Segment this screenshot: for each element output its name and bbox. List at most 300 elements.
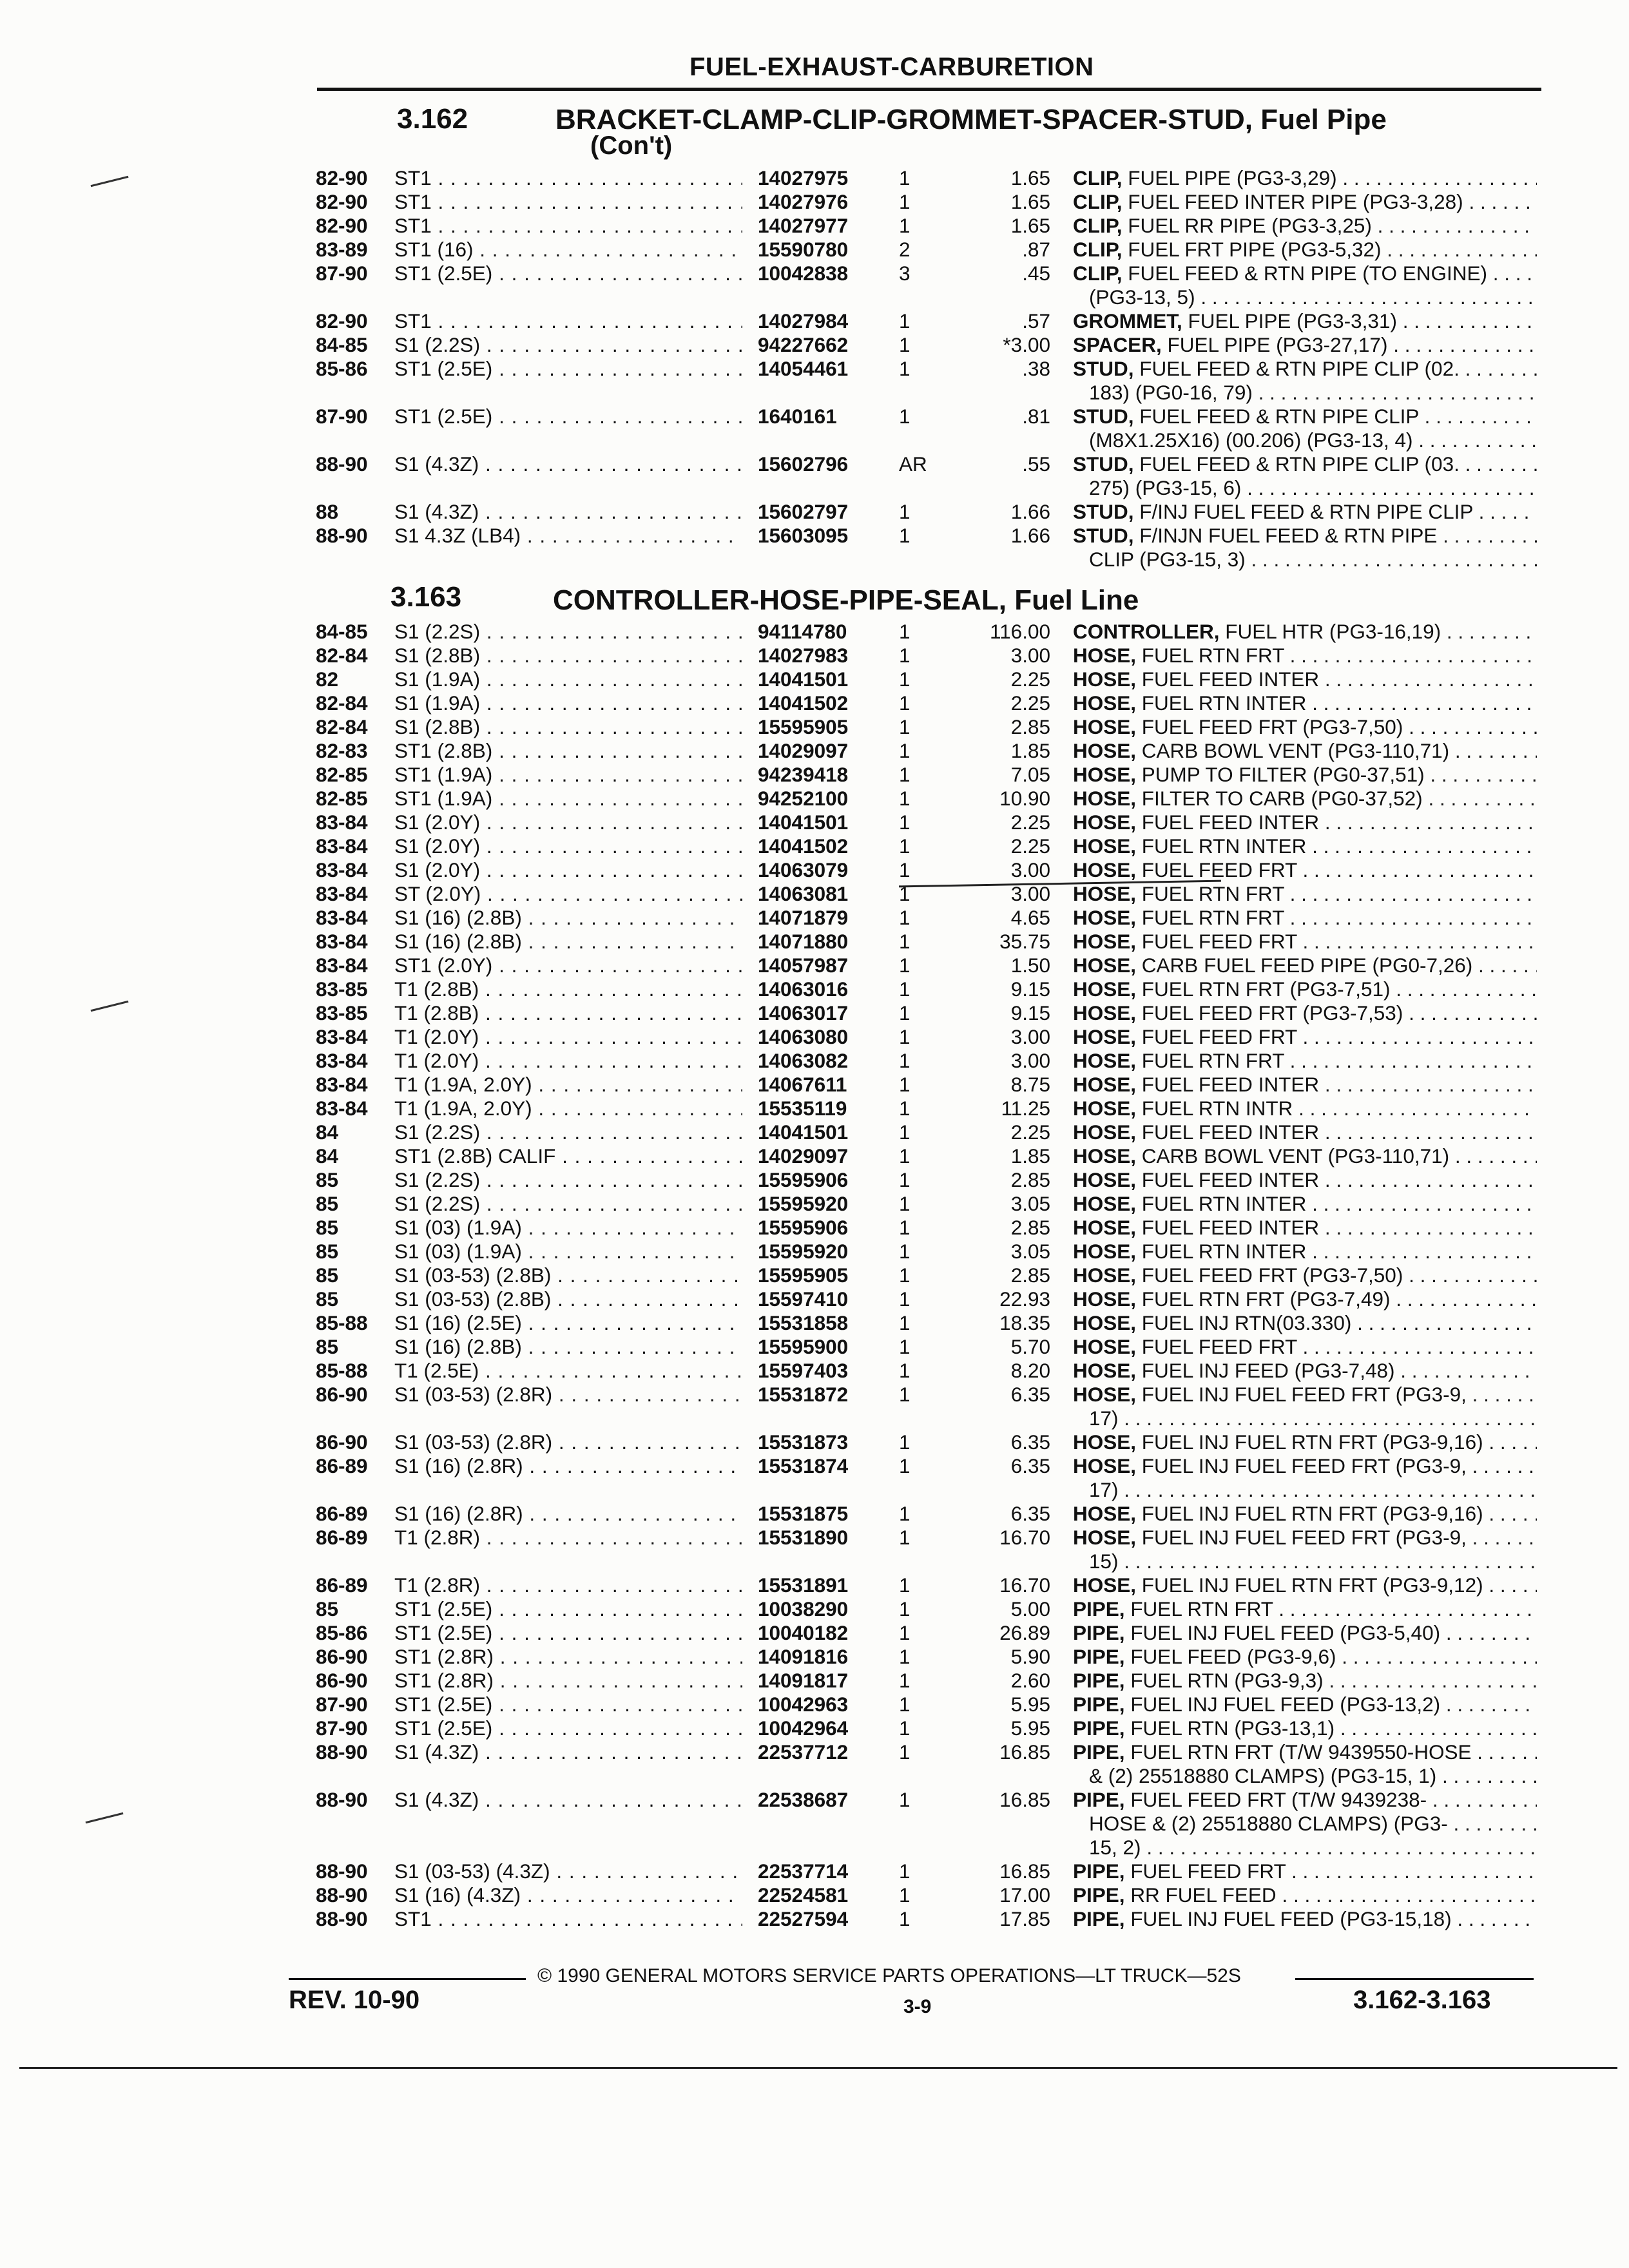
page-header-title: FUEL-EXHAUST-CARBURETION [689, 53, 1094, 81]
part-row [0, 1049, 1629, 1073]
row-description-wrap [1073, 1049, 1537, 1073]
row-years: 88 [316, 500, 339, 523]
row-model: T1 (1.9A, 2.0Y) . . . [394, 1097, 742, 1120]
row-part-detail: FUEL INJ FUEL RTN FRT (PG3-9,16) [1141, 1502, 1483, 1525]
row-model: ST1 (1.9A) . . . [394, 763, 742, 786]
row-model-wrap [394, 811, 742, 834]
row-quantity: 1 [899, 1502, 911, 1525]
row-part-detail: FUEL FEED FRT (T/W 9439238- [1130, 1788, 1427, 1811]
row-description [1073, 1645, 1537, 1668]
row-part-detail: CARB FUEL FEED PIPE (PG0-7,26) [1141, 954, 1473, 977]
row-description [1073, 1740, 1537, 1763]
row-part-detail: FUEL FEED FRT [1141, 1025, 1297, 1048]
part-row-continuation [0, 1812, 1629, 1836]
row-part-name: HOSE, [1073, 763, 1137, 786]
row-quantity: 1 [899, 882, 911, 905]
row-part-number: 14071880 [753, 930, 919, 954]
row-model-wrap [394, 405, 742, 428]
row-model: T1 (2.8R) . . . [394, 1526, 742, 1549]
row-model-wrap [394, 309, 742, 333]
row-price: .38 [1022, 357, 1050, 380]
row-quantity: 1 [899, 1311, 911, 1334]
row-model-wrap [394, 906, 742, 930]
row-quantity: 1 [899, 977, 911, 1001]
row-description [1073, 1264, 1537, 1287]
row-quantity: 1 [899, 166, 911, 189]
row-years: 85 [316, 1240, 339, 1263]
row-part-number: 15531872 [753, 1383, 919, 1407]
row-price: 3.05 [1010, 1192, 1050, 1215]
row-part-name: PIPE, [1073, 1597, 1125, 1620]
row-model: S1 (2.8B) . . . [394, 715, 742, 738]
row-price: 5.95 [1010, 1716, 1050, 1740]
part-row-continuation [0, 1407, 1629, 1430]
row-description-wrap [1073, 882, 1537, 906]
row-part-name: HOSE, [1073, 1144, 1137, 1168]
row-continuation-text: 183) (PG0-16, 79) . . . [1089, 381, 1537, 404]
row-model: T1 (2.0Y) . . . [394, 1025, 742, 1048]
row-part-detail: F/INJ FUEL FEED & RTN PIPE CLIP [1139, 500, 1473, 523]
row-part-name: HOSE, [1073, 811, 1137, 834]
row-description [1073, 1049, 1537, 1072]
row-part-detail: FUEL FEED FRT [1130, 1860, 1286, 1883]
row-price: 8.20 [1010, 1359, 1050, 1382]
row-part-detail: FUEL RTN (PG3-13,1) [1130, 1716, 1335, 1740]
row-part-name: HOSE, [1073, 739, 1137, 762]
footer-rule-left [289, 1978, 526, 1980]
row-quantity: 1 [899, 1383, 911, 1406]
row-price: 2.85 [1010, 1168, 1050, 1191]
row-part-name: HOSE, [1073, 668, 1137, 691]
row-years: 86-89 [316, 1454, 368, 1477]
row-part-detail: FUEL FEED & RTN PIPE CLIP [1139, 405, 1419, 428]
row-model: ST1 (1.9A) . . . [394, 787, 742, 810]
row-part-detail: FUEL FEED FRT (PG3-7,50) [1141, 715, 1403, 738]
row-model: ST1 (2.5E) . . . [394, 1693, 742, 1716]
row-part-name: HOSE, [1073, 1216, 1137, 1239]
row-price: 26.89 [999, 1621, 1050, 1644]
row-years: 85 [316, 1168, 339, 1191]
row-model-wrap [394, 1740, 742, 1764]
row-description-wrap [1073, 190, 1537, 214]
row-part-detail: CARB BOWL VENT (PG3-110,71) [1141, 739, 1450, 762]
part-row [0, 882, 1629, 906]
row-model: S1 (4.3Z) . . . [394, 500, 742, 523]
row-quantity: 1 [899, 787, 911, 810]
row-model: S1 (4.3Z) . . . [394, 1740, 742, 1763]
part-row [0, 190, 1629, 214]
row-model: ST1 (2.5E) . . . [394, 1621, 742, 1644]
row-description-wrap [1073, 1120, 1537, 1144]
row-model: ST1 (2.5E) . . . [394, 1716, 742, 1740]
part-row [0, 1120, 1629, 1144]
row-price: 3.00 [1010, 644, 1050, 667]
row-continuation-text: 17) . . . [1089, 1407, 1537, 1430]
row-part-detail: FUEL INJ FUEL RTN FRT (PG3-9,16) [1141, 1430, 1483, 1454]
row-description [1073, 1788, 1537, 1811]
part-row [0, 763, 1629, 787]
row-part-detail: CARB BOWL VENT (PG3-110,71) [1141, 1144, 1450, 1168]
row-model: ST1 (2.8B) . . . [394, 739, 742, 762]
row-part-detail: FUEL FEED INTER [1141, 668, 1320, 691]
row-continuation-text: (M8X1.25X16) (00.206) (PG3-13, 4) . . . [1089, 428, 1537, 452]
row-quantity: 1 [899, 1168, 911, 1191]
row-years: 88-90 [316, 1788, 368, 1811]
row-part-detail: FUEL PIPE (PG3-3,29) [1128, 166, 1337, 189]
row-description [1073, 644, 1537, 667]
row-description-wrap [1073, 1716, 1537, 1740]
row-quantity: 1 [899, 1073, 911, 1096]
row-description [1073, 309, 1537, 332]
row-part-number: 14027977 [753, 214, 919, 238]
row-price: 16.85 [999, 1788, 1050, 1811]
row-years: 85 [316, 1597, 339, 1620]
row-description-wrap [1073, 1573, 1537, 1597]
row-description [1073, 1073, 1537, 1096]
row-part-number: 15531874 [753, 1454, 919, 1478]
row-quantity: 1 [899, 1907, 911, 1930]
row-part-number: 94227662 [753, 333, 919, 357]
part-row [0, 238, 1629, 262]
row-part-name: CLIP, [1073, 190, 1123, 213]
row-part-detail: FUEL FEED INTER PIPE (PG3-3,28) [1128, 190, 1463, 213]
row-part-number: 14063082 [753, 1049, 919, 1073]
part-row [0, 1502, 1629, 1526]
row-part-detail: FUEL RR PIPE (PG3-3,25) [1128, 214, 1372, 237]
part-row [0, 1311, 1629, 1335]
row-part-number: 15590780 [753, 238, 919, 262]
row-quantity: 1 [899, 190, 911, 213]
row-continuation-text: 15) . . . [1089, 1550, 1537, 1573]
row-part-detail: FUEL FEED & RTN PIPE (TO ENGINE) [1128, 262, 1487, 285]
row-part-number: 15531873 [753, 1430, 919, 1454]
part-row-continuation [0, 1550, 1629, 1573]
row-part-number: 22537714 [753, 1860, 919, 1883]
row-continuation-wrap [1089, 428, 1537, 452]
row-price: 1.65 [1010, 190, 1050, 213]
row-quantity: 1 [899, 954, 911, 977]
row-part-number: 14057987 [753, 954, 919, 977]
row-model-wrap [394, 668, 742, 691]
row-part-number: 15531891 [753, 1573, 919, 1597]
row-description [1073, 1240, 1537, 1263]
row-description [1073, 954, 1537, 977]
row-years: 86-89 [316, 1502, 368, 1525]
row-description-wrap [1073, 452, 1537, 476]
row-model: ST1 (2.5E) . . . [394, 1597, 742, 1620]
row-years: 83-84 [316, 906, 368, 929]
row-description-wrap [1073, 763, 1537, 787]
row-quantity: 1 [899, 644, 911, 667]
row-part-number: 14067611 [753, 1073, 919, 1097]
row-part-name: PIPE, [1073, 1621, 1125, 1644]
row-part-detail: FUEL INJ FUEL FEED FRT (PG3-9, [1141, 1454, 1467, 1477]
row-part-name: HOSE, [1073, 1025, 1137, 1048]
part-row [0, 1073, 1629, 1097]
row-description-wrap [1073, 1240, 1537, 1264]
row-quantity: 1 [899, 715, 911, 738]
row-description [1073, 1907, 1537, 1930]
row-part-detail: FUEL FEED FRT [1141, 930, 1297, 953]
row-description [1073, 763, 1537, 786]
row-model-wrap [394, 1287, 742, 1311]
part-row-continuation [0, 548, 1629, 572]
row-part-detail: FUEL INJ FUEL FEED (PG3-15,18) [1130, 1907, 1452, 1930]
row-model: S1 (03-53) (2.8B) . . . [394, 1287, 742, 1311]
row-years: 88-90 [316, 1740, 368, 1763]
row-years: 82-84 [316, 644, 368, 667]
row-quantity: 2 [899, 238, 911, 261]
row-quantity: 1 [899, 1573, 911, 1597]
row-description [1073, 1001, 1537, 1024]
row-quantity: 1 [899, 668, 911, 691]
row-description [1073, 1216, 1537, 1239]
row-description-wrap [1073, 1383, 1537, 1407]
row-description [1073, 1097, 1537, 1120]
row-part-detail: FUEL FEED INTER [1141, 1216, 1320, 1239]
row-description-wrap [1073, 1526, 1537, 1550]
row-part-number: 14027984 [753, 309, 919, 333]
footer-section-range: 3.162-3.163 [1353, 1986, 1491, 2014]
row-part-name: STUD, [1073, 500, 1134, 523]
row-part-number: 14041501 [753, 1120, 919, 1144]
part-row [0, 954, 1629, 977]
row-price: 4.65 [1010, 906, 1050, 929]
part-row [0, 1526, 1629, 1550]
row-description-wrap [1073, 500, 1537, 524]
row-part-detail: FUEL FEED INTER [1141, 811, 1320, 834]
row-description [1073, 1693, 1537, 1716]
row-years: 85-88 [316, 1359, 368, 1382]
row-model: S1 (1.9A) . . . [394, 691, 742, 715]
row-price: 3.00 [1010, 1049, 1050, 1072]
row-part-detail: RR FUEL FEED [1130, 1883, 1277, 1907]
row-part-number: 14029097 [753, 1144, 919, 1168]
row-part-name: HOSE, [1073, 1049, 1137, 1072]
row-model-wrap [394, 1693, 742, 1716]
row-quantity: 1 [899, 811, 911, 834]
row-quantity: 1 [899, 1716, 911, 1740]
row-continuation-wrap [1089, 476, 1537, 500]
row-years: 83-84 [316, 811, 368, 834]
row-years: 88-90 [316, 452, 368, 476]
row-description-wrap [1073, 1597, 1537, 1621]
row-price: 9.15 [1010, 1001, 1050, 1024]
row-part-name: PIPE, [1073, 1883, 1125, 1907]
part-row [0, 1883, 1629, 1907]
row-part-name: STUD, [1073, 452, 1134, 476]
row-model-wrap [394, 715, 742, 739]
row-price: .81 [1022, 405, 1050, 428]
row-model-wrap [394, 1120, 742, 1144]
row-years: 83-89 [316, 238, 368, 261]
row-description [1073, 262, 1537, 285]
row-years: 84 [316, 1144, 339, 1168]
row-model: S1 (4.3Z) . . . [394, 452, 742, 476]
row-years: 83-85 [316, 1001, 368, 1024]
row-part-name: HOSE, [1073, 1573, 1137, 1597]
row-years: 83-84 [316, 858, 368, 881]
row-description [1073, 1669, 1537, 1692]
row-years: 86-89 [316, 1526, 368, 1549]
row-model: ST1 (2.5E) . . . [394, 405, 742, 428]
row-continuation-wrap [1089, 285, 1537, 309]
row-description-wrap [1073, 1097, 1537, 1120]
row-part-name: PIPE, [1073, 1693, 1125, 1716]
row-years: 83-85 [316, 977, 368, 1001]
row-price: 22.93 [999, 1287, 1050, 1311]
part-row [0, 214, 1629, 238]
row-model: ST (2.0Y) . . . [394, 882, 742, 905]
row-description [1073, 1120, 1537, 1144]
row-part-number: 15595920 [753, 1240, 919, 1264]
row-description-wrap [1073, 1788, 1537, 1812]
row-model: ST1 (2.8B) CALIF . . . [394, 1144, 742, 1168]
row-part-name: CLIP, [1073, 214, 1123, 237]
row-description-wrap [1073, 1502, 1537, 1526]
part-row [0, 1335, 1629, 1359]
row-description [1073, 1716, 1537, 1740]
row-part-detail: FUEL RTN INTR [1141, 1097, 1293, 1120]
row-part-number: 15531858 [753, 1311, 919, 1335]
row-continuation-wrap [1089, 1812, 1537, 1836]
row-part-name: SPACER, [1073, 333, 1162, 356]
row-model: T1 (2.5E) . . . [394, 1359, 742, 1382]
part-row [0, 1025, 1629, 1049]
part-row [0, 1573, 1629, 1597]
row-model: S1 (1.9A) . . . [394, 668, 742, 691]
part-row [0, 739, 1629, 763]
row-part-detail: FUEL FEED FRT [1141, 858, 1297, 881]
row-description-wrap [1073, 1359, 1537, 1383]
row-price: 2.25 [1010, 834, 1050, 858]
section-title-1-text: BRACKET-CLAMP-CLIP-GROMMET-SPACER-STUD, Fuel Pipe [555, 104, 1387, 135]
row-part-name: HOSE, [1073, 1359, 1137, 1382]
row-part-name: PIPE, [1073, 1907, 1125, 1930]
row-years: 87-90 [316, 1716, 368, 1740]
row-model: ST1 . . . [394, 309, 742, 332]
part-row [0, 1097, 1629, 1120]
row-part-number: 14063081 [753, 882, 919, 906]
row-model: T1 (1.9A, 2.0Y) . . . [394, 1073, 742, 1096]
row-model: S1 (2.2S) . . . [394, 1168, 742, 1191]
row-years: 86-89 [316, 1573, 368, 1597]
row-part-number: 15603095 [753, 524, 919, 548]
row-years: 82-84 [316, 715, 368, 738]
row-quantity: 1 [899, 1359, 911, 1382]
row-price: 8.75 [1010, 1073, 1050, 1096]
row-quantity: 1 [899, 1264, 911, 1287]
row-part-name: HOSE, [1073, 787, 1137, 810]
row-part-name: HOSE, [1073, 977, 1137, 1001]
row-model-wrap [394, 787, 742, 811]
row-model-wrap [394, 1883, 742, 1907]
row-model-wrap [394, 1168, 742, 1192]
row-price: 6.35 [1010, 1454, 1050, 1477]
row-part-number: 15595906 [753, 1168, 919, 1192]
row-model-wrap [394, 1597, 742, 1621]
row-price: 3.00 [1010, 858, 1050, 881]
part-row [0, 1693, 1629, 1716]
row-description-wrap [1073, 906, 1537, 930]
part-row [0, 262, 1629, 285]
parts-list-2 [0, 620, 1629, 1931]
part-row [0, 620, 1629, 644]
row-description [1073, 930, 1537, 953]
row-years: 82 [316, 668, 339, 691]
row-continuation-text: CLIP (PG3-15, 3) . . . [1089, 548, 1537, 571]
row-model: ST1 . . . [394, 214, 742, 237]
row-model-wrap [394, 1716, 742, 1740]
part-row [0, 715, 1629, 739]
footer-rule-right [1295, 1978, 1534, 1980]
row-price: 2.25 [1010, 668, 1050, 691]
row-model-wrap [394, 1001, 742, 1025]
row-part-name: PIPE, [1073, 1669, 1125, 1692]
row-description [1073, 620, 1537, 643]
row-part-number: 15595920 [753, 1192, 919, 1216]
row-description [1073, 1192, 1537, 1215]
row-description-wrap [1073, 834, 1537, 858]
row-price: 5.95 [1010, 1693, 1050, 1716]
part-row [0, 524, 1629, 548]
row-part-name: HOSE, [1073, 834, 1137, 858]
row-description-wrap [1073, 1907, 1537, 1931]
row-part-number: 14063016 [753, 977, 919, 1001]
row-description-wrap [1073, 357, 1537, 381]
row-model: S1 4.3Z (LB4) . . . [394, 524, 742, 547]
row-part-detail: FUEL RTN FRT [1141, 1049, 1284, 1072]
row-part-detail: FUEL RTN FRT [1130, 1597, 1273, 1620]
row-description-wrap [1073, 1621, 1537, 1645]
row-part-number: 94252100 [753, 787, 919, 811]
row-model: S1 (03) (1.9A) . . . [394, 1240, 742, 1263]
row-quantity: 1 [899, 1740, 911, 1763]
row-description-wrap [1073, 668, 1537, 691]
row-years: 85 [316, 1335, 339, 1358]
section-subtitle-1: (Con't) [590, 131, 673, 160]
row-model: T1 (2.8B) . . . [394, 977, 742, 1001]
row-years: 85 [316, 1216, 339, 1239]
row-continuation-wrap [1089, 548, 1537, 572]
part-row-continuation [0, 1836, 1629, 1860]
parts-list-1 [0, 166, 1629, 572]
row-description-wrap [1073, 1287, 1537, 1311]
row-part-detail: FUEL FEED FRT (PG3-7,53) [1141, 1001, 1403, 1024]
row-quantity: 1 [899, 1597, 911, 1620]
row-quantity: AR [899, 452, 927, 476]
row-quantity: 1 [899, 309, 911, 332]
row-quantity: 1 [899, 1144, 911, 1168]
row-model-wrap [394, 1860, 742, 1883]
row-quantity: 1 [899, 1240, 911, 1263]
row-part-detail: FUEL RTN INTER [1141, 1192, 1307, 1215]
row-description [1073, 1168, 1537, 1191]
header-rule [317, 88, 1541, 91]
row-years: 86-90 [316, 1383, 368, 1406]
row-model-wrap [394, 858, 742, 882]
row-part-number: 10040182 [753, 1621, 919, 1645]
row-model-wrap [394, 1240, 742, 1264]
row-quantity: 1 [899, 1192, 911, 1215]
row-description-wrap [1073, 954, 1537, 977]
part-row [0, 309, 1629, 333]
part-row-continuation [0, 285, 1629, 309]
row-description-wrap [1073, 166, 1537, 190]
row-model: ST1 . . . [394, 190, 742, 213]
row-model-wrap [394, 452, 742, 476]
row-part-detail: FUEL INJ FUEL FEED (PG3-13,2) [1130, 1693, 1441, 1716]
